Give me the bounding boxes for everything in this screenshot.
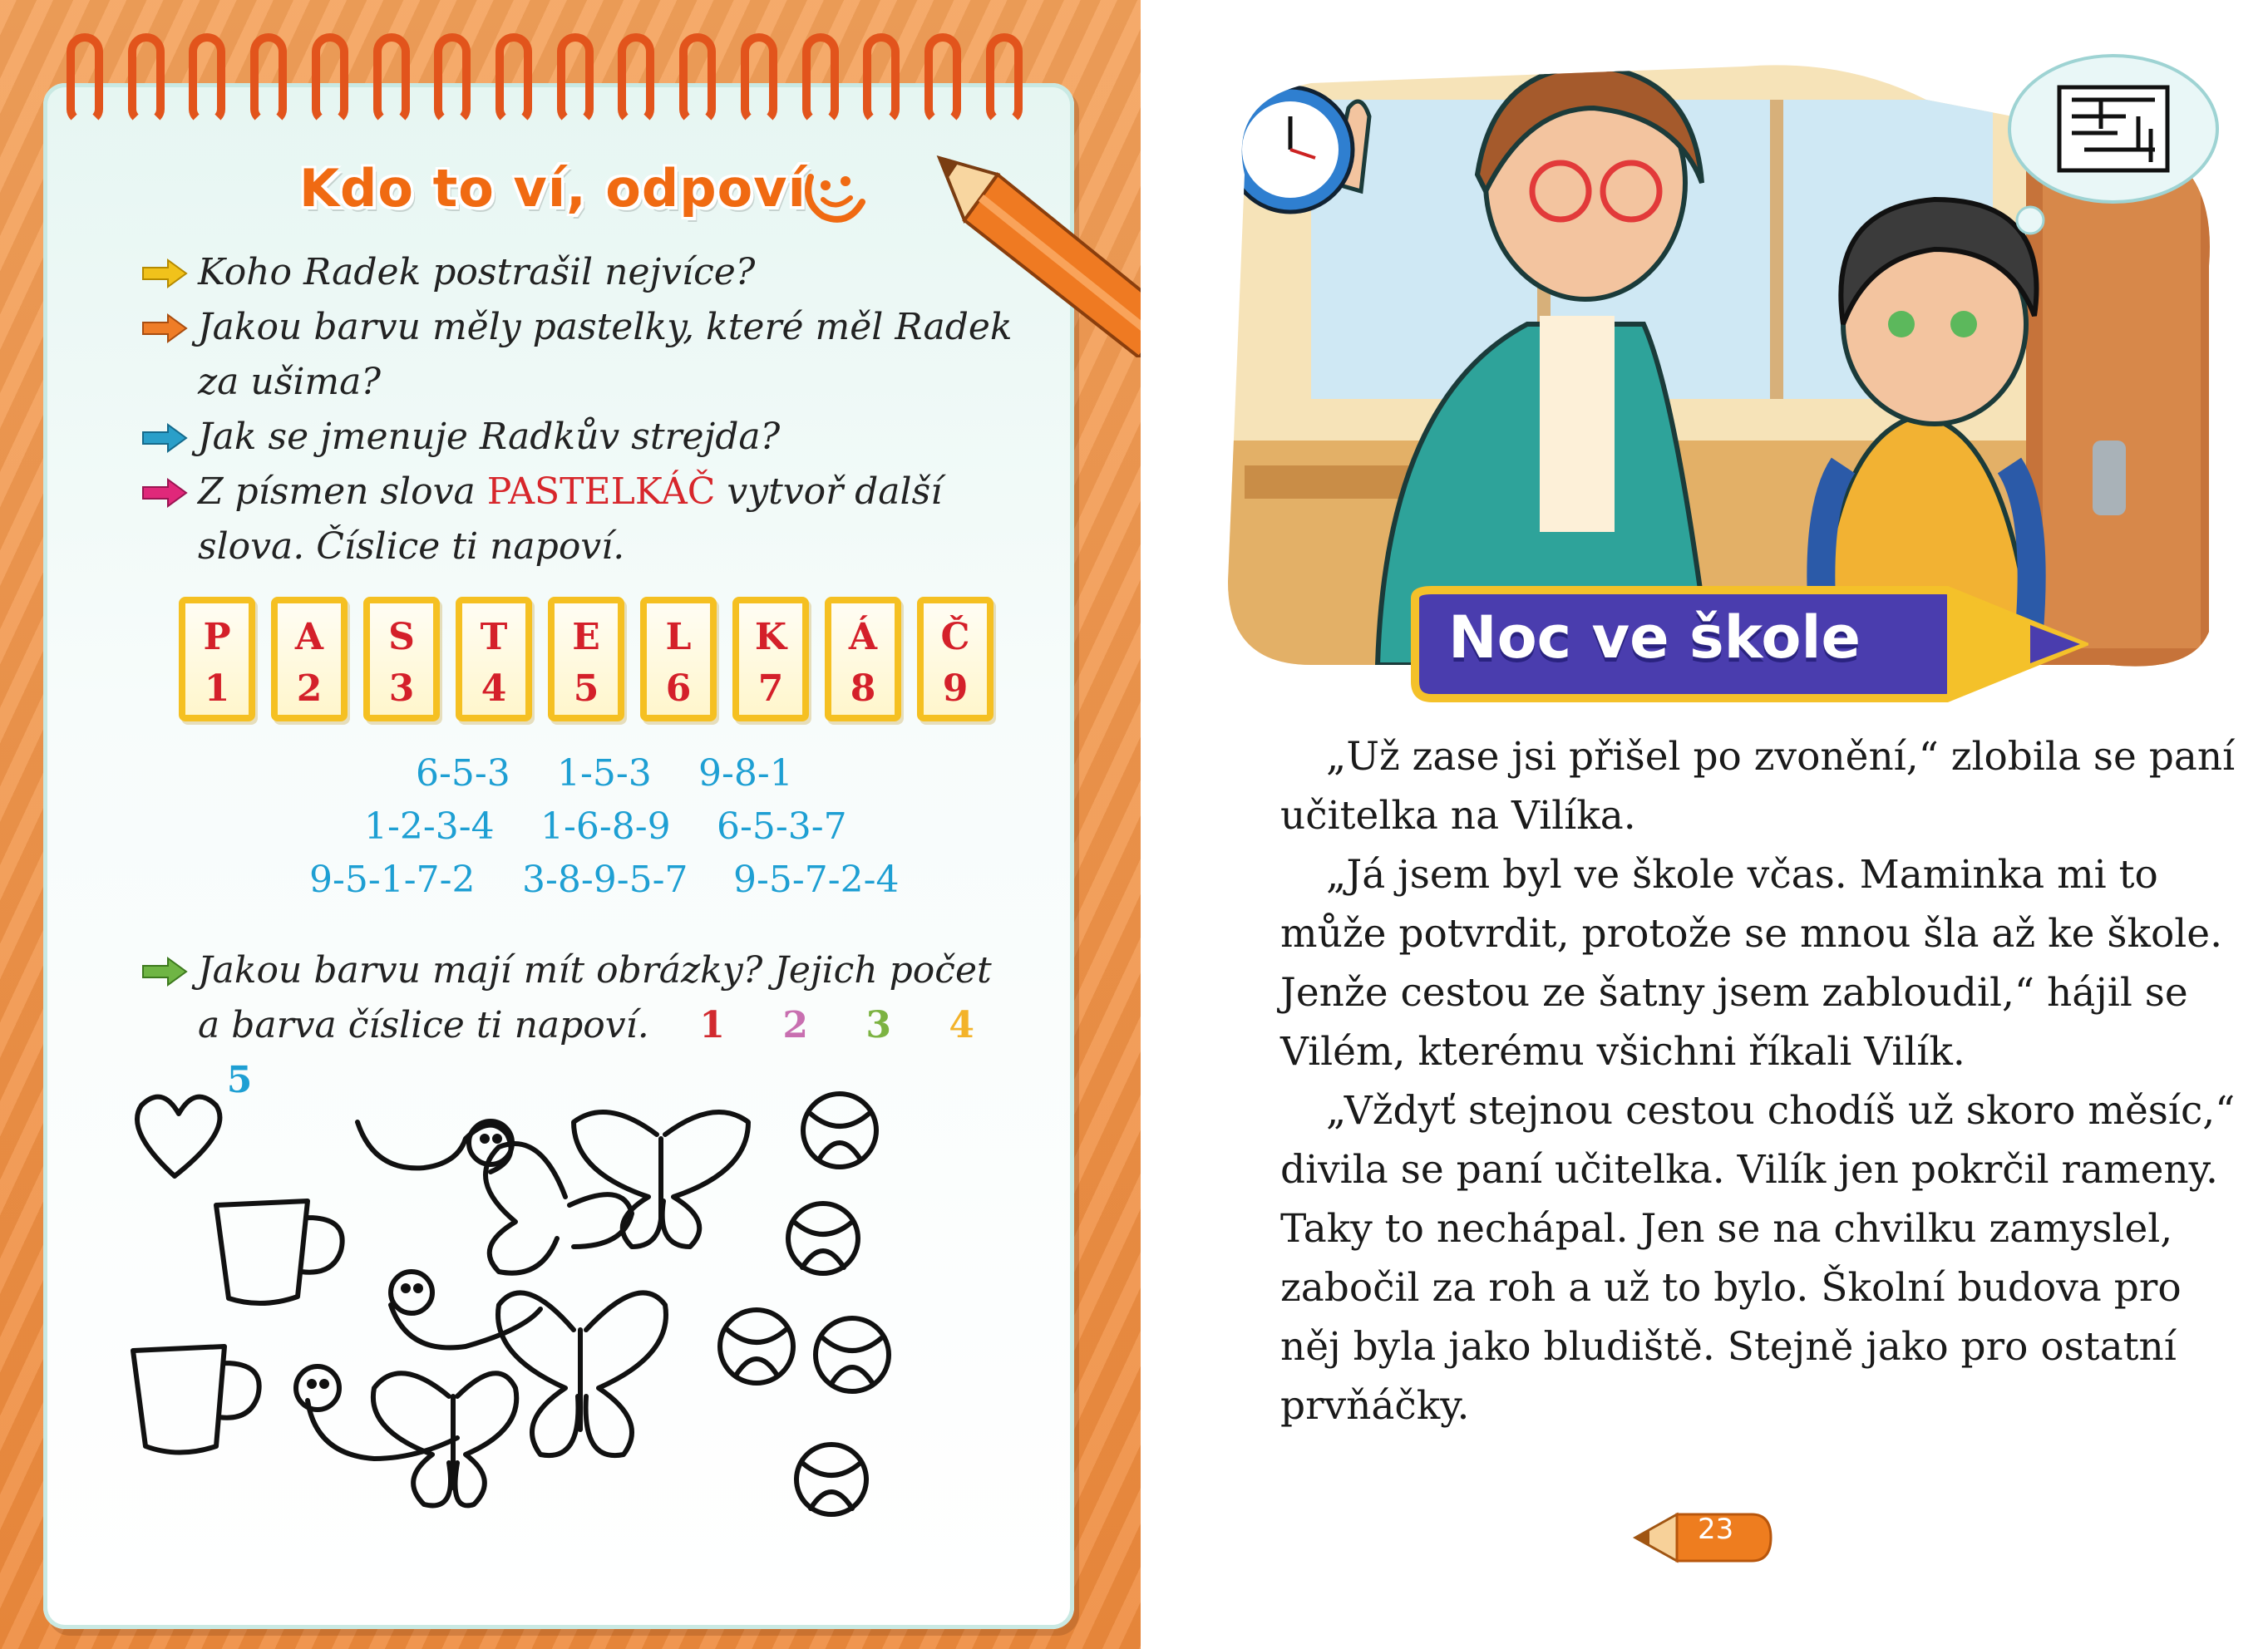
letter-tiles bbox=[179, 597, 993, 721]
letter-tile: T 4 bbox=[456, 597, 532, 721]
color-number: 2 bbox=[782, 1004, 809, 1046]
arrow-right-icon bbox=[141, 423, 188, 453]
code: 1-2-3-4 bbox=[364, 805, 495, 848]
butterfly-icon bbox=[574, 1112, 748, 1247]
clock-icon bbox=[1228, 87, 1353, 212]
question-item: Z písmen slova PASTELKÁČ vytvoř další slova. Číslice ti napoví. bbox=[141, 465, 1048, 574]
letter-tile: L 6 bbox=[640, 597, 717, 721]
code: 3-8-9-5-7 bbox=[522, 859, 688, 901]
arrow-right-icon bbox=[141, 478, 188, 508]
arrow-right-icon bbox=[141, 957, 188, 987]
code: 9-8-1 bbox=[698, 752, 793, 795]
page-number: 23 bbox=[1698, 1513, 1734, 1546]
arrow-right-icon bbox=[141, 258, 188, 288]
question-item: Jakou barvu měly pastelky, které měl Radek za ušima? bbox=[141, 300, 1048, 410]
right-page bbox=[1141, 0, 2268, 1649]
arrow-right-icon bbox=[141, 313, 188, 343]
butterfly-icon bbox=[498, 1292, 666, 1455]
color-number: 3 bbox=[865, 1004, 892, 1046]
section-title: Kdo to ví, odpoví bbox=[299, 158, 806, 219]
questions-list bbox=[141, 245, 1048, 574]
letter-tile: Á 8 bbox=[825, 597, 901, 721]
ball-icon bbox=[816, 1318, 889, 1391]
story-text bbox=[1280, 727, 2236, 1435]
color-number: 4 bbox=[949, 1004, 975, 1046]
heart-icon bbox=[137, 1097, 219, 1176]
code: 1-5-3 bbox=[557, 752, 652, 795]
code: 6-5-3 bbox=[416, 752, 510, 795]
story-paragraph: „Už zase jsi přišel po zvonění,“ zlobila se paní učitelka na Vilíka. bbox=[1280, 734, 2236, 839]
mug-icon bbox=[133, 1346, 259, 1453]
code: 1-6-8-9 bbox=[540, 805, 671, 848]
butterfly-icon bbox=[373, 1373, 516, 1505]
letter-tile: P 1 bbox=[179, 597, 255, 721]
color-number: 1 bbox=[699, 1004, 726, 1046]
letter-tile: S 3 bbox=[363, 597, 440, 721]
spiral-binding bbox=[67, 33, 1023, 141]
story-paragraph: „Já jsem byl ve škole včas. Maminka mi to může potvrdit, protože se mnou šla až ke škole. Jenže cestou ze šatny jsem zabloudil,“ hájil se Vilém, kterému všichni říkali Vilík. bbox=[1280, 852, 2223, 1075]
letter-tile: A 2 bbox=[271, 597, 348, 721]
code: 9-5-1-7-2 bbox=[309, 859, 476, 901]
question-item: Jak se jmenuje Radkův strejda? bbox=[141, 410, 1048, 465]
letter-tile: E 5 bbox=[548, 597, 624, 721]
ball-icon bbox=[803, 1094, 876, 1167]
highlight-word: PASTELKÁČ bbox=[486, 470, 716, 513]
mug-icon bbox=[216, 1201, 343, 1303]
ball-icon bbox=[720, 1310, 793, 1383]
ball-icon bbox=[788, 1204, 858, 1273]
story-title: Noc ve škole bbox=[1448, 603, 1861, 672]
story-paragraph: „Vždyť stejnou cestou chodíš už skoro měsíc,“ divila se paní učitelka. Vilík jen pokrčil rameny. Taky to nechápal. Jen se na chvilku zamyslel, zabočil za roh a už to bylo. Školní budova pro něj byla jako bludiště. Stejně jako pro ostatní prvňáčky. bbox=[1280, 1088, 2236, 1429]
letter-tile: Č 9 bbox=[917, 597, 993, 721]
question-item: Koho Radek postrašil nejvíce? bbox=[141, 245, 1048, 300]
caterpillar-icon bbox=[308, 1400, 457, 1459]
letter-tile: K 7 bbox=[732, 597, 809, 721]
code: 6-5-3-7 bbox=[717, 805, 847, 848]
coloring-pictures bbox=[108, 1080, 1106, 1596]
color-number: 5 bbox=[226, 1059, 253, 1101]
code: 9-5-7-2-4 bbox=[733, 859, 900, 901]
ball-icon bbox=[796, 1445, 866, 1514]
smile-icon bbox=[794, 156, 877, 231]
final-question: Jakou barvu mají mít obrázky? Jejich počet a barva číslice ti napoví. 1 2 3 45 bbox=[141, 943, 1064, 1108]
